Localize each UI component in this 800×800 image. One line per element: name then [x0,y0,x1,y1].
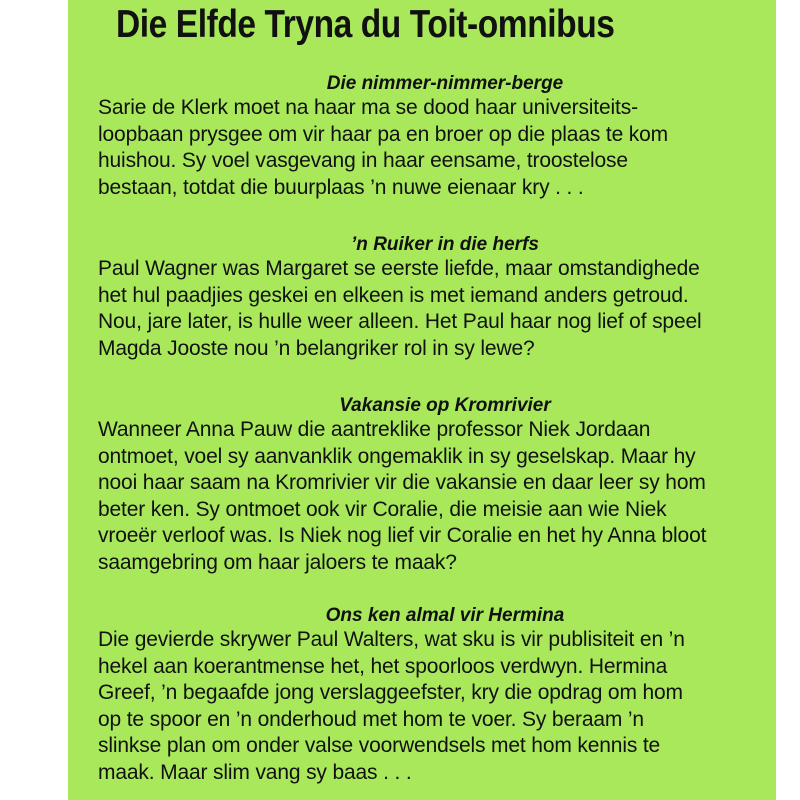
story-title: Vakansie op Kromrivier [339,395,551,416]
story-section [98,233,770,362]
story-section [98,72,770,201]
story-description: Die gevierde skrywer Paul Walters, wat sku is vir publisiteit en ’n hekel aan koerantmense het, het spoorloos verdwyn. Hermina Greef, ’n begaafde jong verslaggeefster, kry die opdrag om hom op te spoor en ’n onderhoud met hom te voer. Sy beraam ’n slinkse plan om onder valse voorwendsels met hom kennis te maak. Maar slim vang sy baas . . . [98,628,685,784]
story-description: Sarie de Klerk moet na haar ma se dood haar universiteits- loopbaan prysgee om vir haar pa en broer op die plaas te kom huishou. Sy voel vasgevang in haar eensame, troostelose bestaan, totdat die buurplaas ’n nuwe eienaar kry . . . [98,96,669,199]
story-description: Wanneer Anna Pauw die aantreklike professor Niek Jordaan ontmoet, voel sy aanvanklik ongemaklik in sy geselskap. Maar hy nooi haar saam na Kromrivier vir die vakansie en daar leer sy hom beter ken. Sy ontmoet ook vir Coralie, die meisie aan wie Niek vroeër verloof was. Is Niek nog lief vir Coralie en het hy Anna bloot saamgebring om haar jaloers te maak? [98,418,707,574]
story-title: Die nimmer-nimmer-berge [326,73,564,94]
story-description: Paul Wagner was Margaret se eerste liefde, maar omstandighede het hul paadjies geskei en elkeen is met iemand anders getroud. Nou, jare later, is hulle weer alleen. Het Paul haar nog lief of speel Magda Jooste nou ’n belangriker rol in sy lewe? [98,257,702,360]
story-title: ’n Ruiker in die herfs [351,234,539,255]
book-back-cover [68,0,776,800]
page-title: Die Elfde Tryna du Toit-omnibus [116,3,615,46]
story-section [98,604,770,786]
story-title: Ons ken almal vir Hermina [325,605,565,626]
story-section [98,394,770,576]
